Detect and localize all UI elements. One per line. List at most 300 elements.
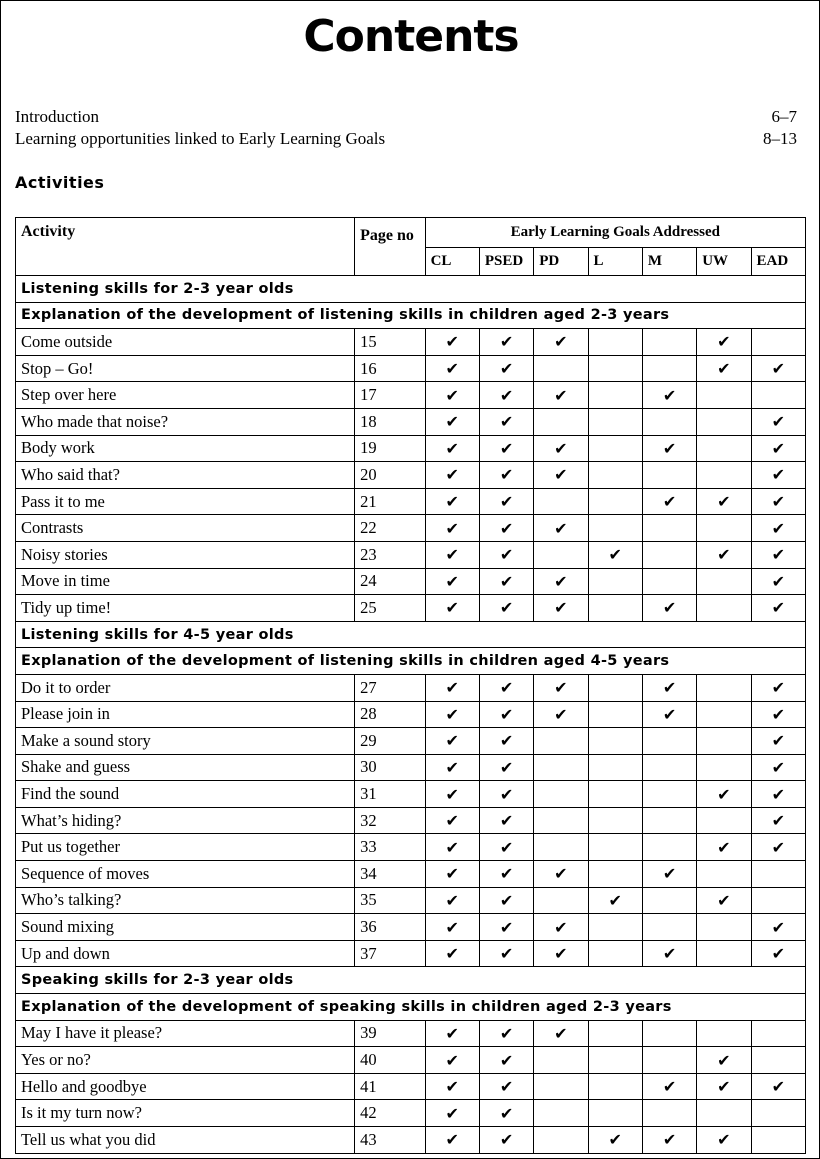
check-mark-icon: ✔ xyxy=(499,704,514,724)
goal-cell-l xyxy=(588,914,642,941)
check-mark-icon: ✔ xyxy=(554,678,568,698)
check-mark-icon: ✔ xyxy=(499,890,514,910)
check-mark-icon: ✔ xyxy=(771,518,785,538)
goal-cell-uw xyxy=(697,754,751,781)
goal-cell-uw xyxy=(697,701,751,728)
activity-page: 28 xyxy=(355,701,425,728)
goal-cell-l xyxy=(588,674,642,701)
goal-cell-m xyxy=(642,728,696,755)
check-mark-icon: ✔ xyxy=(554,917,568,937)
check-mark-icon: ✔ xyxy=(499,1077,514,1097)
check-mark-icon: ✔ xyxy=(499,1130,514,1150)
table-row xyxy=(16,674,806,701)
activity-name: Step over here xyxy=(16,382,355,409)
check-mark-icon: ✔ xyxy=(662,438,677,458)
goal-cell-uw xyxy=(697,541,751,568)
check-mark-icon: ✔ xyxy=(445,518,459,538)
goal-cell-pd xyxy=(534,408,588,435)
activity-name: Sound mixing xyxy=(16,914,355,941)
table-row xyxy=(16,329,806,356)
goal-cell-pd xyxy=(534,674,588,701)
activity-name: Contrasts xyxy=(16,515,355,542)
check-mark-icon: ✔ xyxy=(445,1077,459,1097)
table-row xyxy=(16,462,806,489)
goal-cell-l xyxy=(588,355,642,382)
goal-cell-cl xyxy=(425,701,479,728)
table-row xyxy=(16,834,806,861)
check-mark-icon: ✔ xyxy=(771,837,785,857)
check-mark-icon: ✔ xyxy=(771,571,785,591)
check-mark-icon: ✔ xyxy=(717,359,731,379)
activity-name: Is it my turn now? xyxy=(16,1100,355,1127)
goal-cell-psed xyxy=(479,568,533,595)
check-mark-icon: ✔ xyxy=(499,1050,514,1070)
activity-page: 21 xyxy=(355,488,425,515)
goal-cell-cl xyxy=(425,728,479,755)
goal-cell-cl xyxy=(425,355,479,382)
table-row xyxy=(16,595,806,622)
goal-cell-l xyxy=(588,781,642,808)
goal-cell-l xyxy=(588,701,642,728)
goal-cell-pd xyxy=(534,861,588,888)
check-mark-icon: ✔ xyxy=(445,1023,459,1043)
goal-cell-psed xyxy=(479,861,533,888)
activity-page: 19 xyxy=(355,435,425,462)
check-mark-icon: ✔ xyxy=(662,492,677,512)
goal-cell-psed xyxy=(479,1047,533,1074)
check-mark-icon: ✔ xyxy=(499,1023,514,1043)
toc-entry-label: Introduction xyxy=(15,107,100,126)
check-mark-icon: ✔ xyxy=(771,492,785,512)
goal-cell-psed xyxy=(479,674,533,701)
check-mark-icon: ✔ xyxy=(499,412,514,432)
activity-page: 33 xyxy=(355,834,425,861)
goal-cell-psed xyxy=(479,1020,533,1047)
goal-cell-pd xyxy=(534,1020,588,1047)
check-mark-icon: ✔ xyxy=(554,1023,568,1043)
goal-cell-uw xyxy=(697,728,751,755)
check-mark-icon: ✔ xyxy=(445,1050,459,1070)
check-mark-icon: ✔ xyxy=(771,545,785,565)
toc-entry-label: Learning opportunities linked to Early Learning Goals xyxy=(15,129,386,148)
goal-cell-uw xyxy=(697,887,751,914)
goal-cell-pd xyxy=(534,914,588,941)
check-mark-icon: ✔ xyxy=(499,1103,514,1123)
table-row xyxy=(16,435,806,462)
goal-cell-uw xyxy=(697,914,751,941)
check-mark-icon: ✔ xyxy=(771,944,785,964)
table-row xyxy=(16,914,806,941)
goal-cell-pd xyxy=(534,568,588,595)
goal-cell-pd xyxy=(534,1047,588,1074)
activity-name: Tell us what you did xyxy=(16,1127,355,1154)
check-mark-icon: ✔ xyxy=(554,465,568,485)
section-title-row xyxy=(16,967,806,994)
goal-cell-m xyxy=(642,329,696,356)
check-mark-icon: ✔ xyxy=(445,890,459,910)
check-mark-icon: ✔ xyxy=(771,678,785,698)
goal-cell-m xyxy=(642,861,696,888)
goal-cell-uw xyxy=(697,329,751,356)
goal-cell-m xyxy=(642,595,696,622)
goal-cell-ead xyxy=(751,462,805,489)
check-mark-icon: ✔ xyxy=(499,917,514,937)
check-mark-icon: ✔ xyxy=(608,890,622,910)
activity-name: Please join in xyxy=(16,701,355,728)
goal-cell-psed xyxy=(479,834,533,861)
goal-cell-l xyxy=(588,382,642,409)
goal-cell-m xyxy=(642,754,696,781)
goal-cell-uw xyxy=(697,355,751,382)
goal-cell-pd xyxy=(534,940,588,967)
activity-page: 27 xyxy=(355,674,425,701)
goal-cell-l xyxy=(588,754,642,781)
goal-cell-pd xyxy=(534,1100,588,1127)
goal-cell-m xyxy=(642,807,696,834)
goal-cell-m xyxy=(642,781,696,808)
activity-name: Stop – Go! xyxy=(16,355,355,382)
goal-cell-cl xyxy=(425,781,479,808)
goal-cell-pd xyxy=(534,834,588,861)
check-mark-icon: ✔ xyxy=(445,465,459,485)
goal-cell-cl xyxy=(425,382,479,409)
table-row xyxy=(16,568,806,595)
goal-cell-uw xyxy=(697,781,751,808)
goal-cell-pd xyxy=(534,329,588,356)
goal-cell-pd xyxy=(534,541,588,568)
goal-cell-ead xyxy=(751,674,805,701)
goal-cell-l xyxy=(588,515,642,542)
goal-cell-uw xyxy=(697,515,751,542)
activity-page: 30 xyxy=(355,754,425,781)
check-mark-icon: ✔ xyxy=(717,545,731,565)
activity-name: Pass it to me xyxy=(16,488,355,515)
goal-cell-psed xyxy=(479,940,533,967)
goal-cell-cl xyxy=(425,754,479,781)
check-mark-icon: ✔ xyxy=(445,598,459,618)
activity-name: What’s hiding? xyxy=(16,807,355,834)
goal-cell-ead xyxy=(751,807,805,834)
check-mark-icon: ✔ xyxy=(499,784,514,804)
goal-cell-uw xyxy=(697,940,751,967)
activity-name: Who made that noise? xyxy=(16,408,355,435)
goal-cell-l xyxy=(588,435,642,462)
goal-code-ead: EAD xyxy=(751,248,805,276)
check-mark-icon: ✔ xyxy=(445,438,459,458)
goal-cell-cl xyxy=(425,887,479,914)
check-mark-icon: ✔ xyxy=(445,492,459,512)
goal-cell-ead xyxy=(751,914,805,941)
goal-cell-cl xyxy=(425,408,479,435)
goal-cell-l xyxy=(588,488,642,515)
check-mark-icon: ✔ xyxy=(662,1130,677,1150)
check-mark-icon: ✔ xyxy=(499,571,514,591)
check-mark-icon: ✔ xyxy=(499,731,514,751)
goal-cell-uw xyxy=(697,595,751,622)
check-mark-icon: ✔ xyxy=(554,438,568,458)
goal-cell-pd xyxy=(534,701,588,728)
goal-cell-uw xyxy=(697,674,751,701)
goal-cell-cl xyxy=(425,914,479,941)
goal-cell-m xyxy=(642,541,696,568)
goal-cell-cl xyxy=(425,568,479,595)
goal-cell-ead xyxy=(751,435,805,462)
table-row xyxy=(16,861,806,888)
goal-cell-uw xyxy=(697,488,751,515)
goal-cell-ead xyxy=(751,887,805,914)
activity-name: Do it to order xyxy=(16,674,355,701)
activities-table xyxy=(15,217,806,1154)
goal-cell-ead xyxy=(751,861,805,888)
goal-cell-ead xyxy=(751,728,805,755)
check-mark-icon: ✔ xyxy=(717,837,731,857)
goal-cell-ead xyxy=(751,1020,805,1047)
check-mark-icon: ✔ xyxy=(445,545,459,565)
check-mark-icon: ✔ xyxy=(662,678,677,698)
goal-cell-m xyxy=(642,462,696,489)
check-mark-icon: ✔ xyxy=(717,890,731,910)
goal-cell-l xyxy=(588,568,642,595)
goal-cell-m xyxy=(642,355,696,382)
check-mark-icon: ✔ xyxy=(771,731,785,751)
goal-code-uw: UW xyxy=(697,248,751,276)
goal-cell-ead xyxy=(751,541,805,568)
goal-cell-m xyxy=(642,1127,696,1154)
goal-cell-pd xyxy=(534,781,588,808)
activity-page: 23 xyxy=(355,541,425,568)
goal-cell-pd xyxy=(534,382,588,409)
check-mark-icon: ✔ xyxy=(717,1077,731,1097)
goal-cell-pd xyxy=(534,754,588,781)
goal-cell-l xyxy=(588,1127,642,1154)
activity-page: 35 xyxy=(355,887,425,914)
goal-cell-l xyxy=(588,1073,642,1100)
goal-cell-psed xyxy=(479,435,533,462)
goal-cell-l xyxy=(588,940,642,967)
goal-cell-pd xyxy=(534,355,588,382)
goal-cell-uw xyxy=(697,1100,751,1127)
goal-cell-cl xyxy=(425,1127,479,1154)
check-mark-icon: ✔ xyxy=(499,359,514,379)
goal-cell-pd xyxy=(534,488,588,515)
goal-cell-cl xyxy=(425,674,479,701)
table-row xyxy=(16,754,806,781)
check-mark-icon: ✔ xyxy=(445,704,459,724)
table-row xyxy=(16,1127,806,1154)
check-mark-icon: ✔ xyxy=(662,598,677,618)
activity-page: 25 xyxy=(355,595,425,622)
goal-cell-m xyxy=(642,701,696,728)
goal-cell-psed xyxy=(479,1100,533,1127)
check-mark-icon: ✔ xyxy=(499,757,514,777)
activity-name: Sequence of moves xyxy=(16,861,355,888)
section-explanation-row xyxy=(16,648,806,675)
goal-cell-ead xyxy=(751,515,805,542)
goal-cell-psed xyxy=(479,382,533,409)
check-mark-icon: ✔ xyxy=(771,465,785,485)
check-mark-icon: ✔ xyxy=(554,704,568,724)
goal-cell-psed xyxy=(479,701,533,728)
goal-cell-ead xyxy=(751,382,805,409)
check-mark-icon: ✔ xyxy=(445,917,459,937)
goal-cell-m xyxy=(642,408,696,435)
check-mark-icon: ✔ xyxy=(445,332,459,352)
goal-cell-psed xyxy=(479,914,533,941)
goal-cell-ead xyxy=(751,1047,805,1074)
goal-cell-uw xyxy=(697,568,751,595)
goal-cell-cl xyxy=(425,1047,479,1074)
goal-cell-cl xyxy=(425,1100,479,1127)
goal-cell-psed xyxy=(479,329,533,356)
activity-page: 22 xyxy=(355,515,425,542)
check-mark-icon: ✔ xyxy=(554,332,568,352)
check-mark-icon: ✔ xyxy=(445,359,459,379)
goal-code-m: M xyxy=(642,248,696,276)
activity-page: 20 xyxy=(355,462,425,489)
section-title: Speaking skills for 2-3 year olds xyxy=(16,967,806,994)
activity-name: Noisy stories xyxy=(16,541,355,568)
goal-cell-pd xyxy=(534,887,588,914)
goal-cell-ead xyxy=(751,781,805,808)
goal-cell-uw xyxy=(697,462,751,489)
check-mark-icon: ✔ xyxy=(771,784,785,804)
section-title-row xyxy=(16,621,806,648)
table-row xyxy=(16,940,806,967)
activity-page: 42 xyxy=(355,1100,425,1127)
check-mark-icon: ✔ xyxy=(717,492,731,512)
goal-cell-m xyxy=(642,1100,696,1127)
goal-cell-cl xyxy=(425,1073,479,1100)
check-mark-icon: ✔ xyxy=(445,757,459,777)
check-mark-icon: ✔ xyxy=(499,678,514,698)
check-mark-icon: ✔ xyxy=(445,731,459,751)
table-row xyxy=(16,701,806,728)
activities-heading: Activities xyxy=(15,173,105,192)
check-mark-icon: ✔ xyxy=(771,757,785,777)
activity-page: 31 xyxy=(355,781,425,808)
activity-page: 29 xyxy=(355,728,425,755)
check-mark-icon: ✔ xyxy=(771,811,785,831)
check-mark-icon: ✔ xyxy=(499,518,514,538)
goal-cell-m xyxy=(642,1047,696,1074)
goal-cell-ead xyxy=(751,568,805,595)
goal-cell-pd xyxy=(534,515,588,542)
goal-cell-cl xyxy=(425,595,479,622)
activity-name: Body work xyxy=(16,435,355,462)
goal-cell-cl xyxy=(425,834,479,861)
goal-cell-pd xyxy=(534,462,588,489)
goal-cell-l xyxy=(588,834,642,861)
table-row xyxy=(16,1073,806,1100)
activity-name: Up and down xyxy=(16,940,355,967)
goal-cell-cl xyxy=(425,515,479,542)
toc-entry-introduction xyxy=(15,107,797,127)
goal-cell-cl xyxy=(425,488,479,515)
goal-cell-cl xyxy=(425,462,479,489)
check-mark-icon: ✔ xyxy=(771,438,785,458)
goal-cell-ead xyxy=(751,488,805,515)
check-mark-icon: ✔ xyxy=(771,598,785,618)
check-mark-icon: ✔ xyxy=(499,492,514,512)
goal-cell-uw xyxy=(697,1073,751,1100)
activity-name: Put us together xyxy=(16,834,355,861)
check-mark-icon: ✔ xyxy=(499,545,514,565)
check-mark-icon: ✔ xyxy=(499,598,514,618)
table-row xyxy=(16,541,806,568)
goal-cell-ead xyxy=(751,408,805,435)
check-mark-icon: ✔ xyxy=(717,784,731,804)
activity-name: Make a sound story xyxy=(16,728,355,755)
goal-cell-pd xyxy=(534,1127,588,1154)
goal-cell-uw xyxy=(697,382,751,409)
check-mark-icon: ✔ xyxy=(445,864,459,884)
check-mark-icon: ✔ xyxy=(445,784,459,804)
goal-cell-pd xyxy=(534,728,588,755)
table-row xyxy=(16,355,806,382)
activity-page: 34 xyxy=(355,861,425,888)
goal-cell-uw xyxy=(697,834,751,861)
goal-cell-ead xyxy=(751,595,805,622)
goal-cell-l xyxy=(588,329,642,356)
activity-page: 36 xyxy=(355,914,425,941)
goal-cell-l xyxy=(588,807,642,834)
goal-cell-psed xyxy=(479,887,533,914)
goal-cell-cl xyxy=(425,861,479,888)
check-mark-icon: ✔ xyxy=(662,385,677,405)
goal-cell-cl xyxy=(425,940,479,967)
check-mark-icon: ✔ xyxy=(771,917,785,937)
check-mark-icon: ✔ xyxy=(445,571,459,591)
table-row xyxy=(16,887,806,914)
activity-page: 24 xyxy=(355,568,425,595)
goal-cell-psed xyxy=(479,408,533,435)
section-explanation-row xyxy=(16,302,806,329)
goal-cell-pd xyxy=(534,435,588,462)
table-row xyxy=(16,1020,806,1047)
check-mark-icon: ✔ xyxy=(717,332,731,352)
check-mark-icon: ✔ xyxy=(608,545,622,565)
activity-name: Shake and guess xyxy=(16,754,355,781)
check-mark-icon: ✔ xyxy=(554,944,568,964)
activity-name: Come outside xyxy=(16,329,355,356)
column-header-page: Page no xyxy=(355,218,425,276)
check-mark-icon: ✔ xyxy=(554,864,568,884)
section-title: Listening skills for 4-5 year olds xyxy=(16,621,806,648)
toc-entry-learning-opportunities xyxy=(15,129,797,149)
goal-cell-l xyxy=(588,595,642,622)
check-mark-icon: ✔ xyxy=(717,1130,731,1150)
table-row xyxy=(16,807,806,834)
table-row xyxy=(16,382,806,409)
page-title: Contents xyxy=(303,11,519,62)
check-mark-icon: ✔ xyxy=(499,438,514,458)
goal-cell-uw xyxy=(697,408,751,435)
check-mark-icon: ✔ xyxy=(499,465,514,485)
check-mark-icon: ✔ xyxy=(771,1077,785,1097)
activity-name: May I have it please? xyxy=(16,1020,355,1047)
goal-cell-uw xyxy=(697,1047,751,1074)
column-header-activity: Activity xyxy=(16,218,355,276)
goal-cell-m xyxy=(642,382,696,409)
goal-cell-pd xyxy=(534,1073,588,1100)
check-mark-icon: ✔ xyxy=(445,837,459,857)
goal-cell-m xyxy=(642,435,696,462)
goal-cell-psed xyxy=(479,781,533,808)
check-mark-icon: ✔ xyxy=(554,518,568,538)
goal-cell-cl xyxy=(425,329,479,356)
check-mark-icon: ✔ xyxy=(499,944,514,964)
goal-cell-l xyxy=(588,1047,642,1074)
